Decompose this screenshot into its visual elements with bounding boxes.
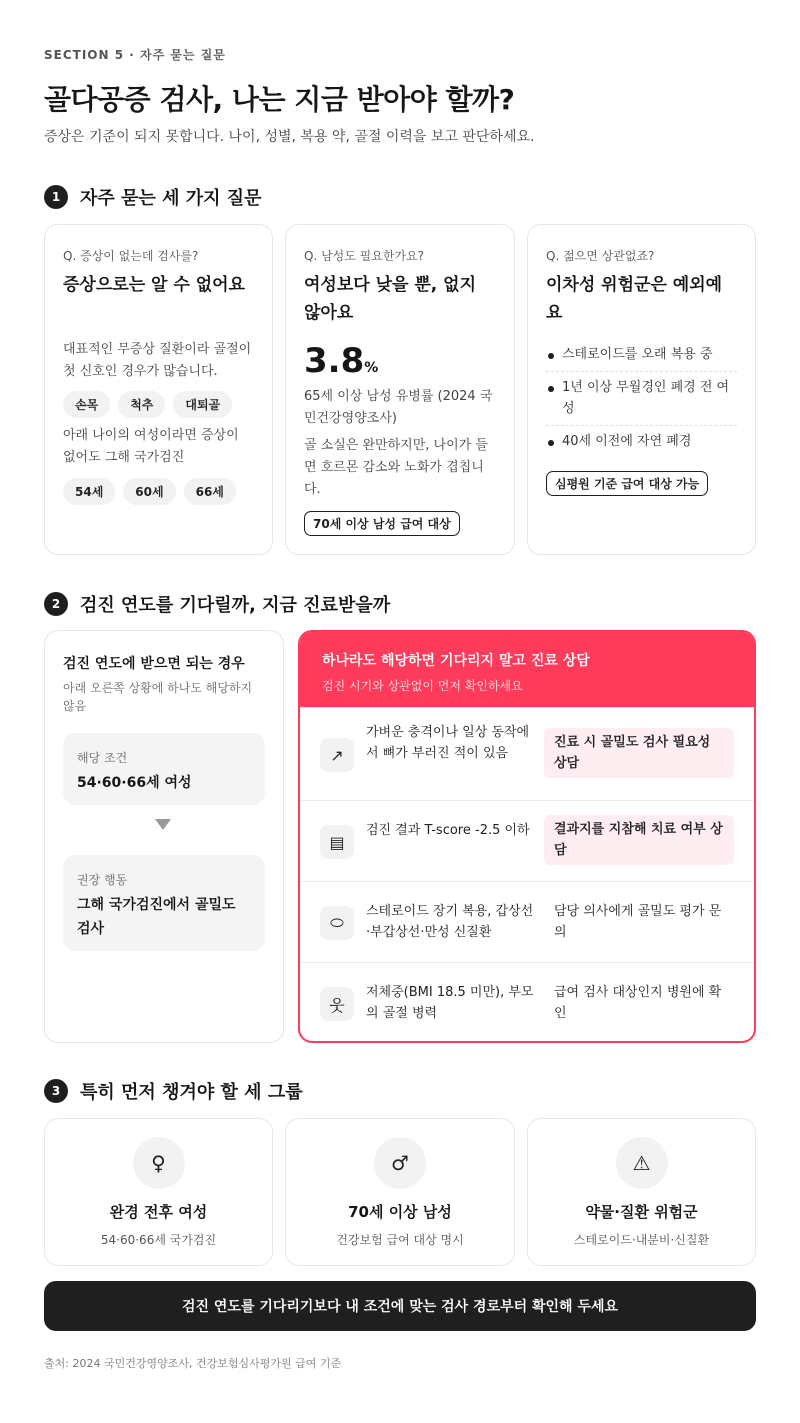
wait-subtext: 아래 오른쪽 상황에 하나도 해당하지 않음: [63, 681, 253, 713]
table-row: [300, 962, 754, 1043]
row-action: 담당 의사에게 골밀도 평가 문의: [554, 904, 722, 940]
chip: 척추: [118, 391, 165, 418]
section-number-badge: 2: [44, 592, 68, 616]
chip: 66세: [184, 478, 236, 505]
group-subtitle: 스테로이드·내분비·신질환: [573, 1233, 710, 1247]
person-icon: 웃: [320, 987, 354, 1021]
faq-heading: 이차성 위험군은 예외예요: [546, 275, 723, 323]
stat-label: 65세 이상 남성 유병률 (2024 국민건강영양조사): [304, 389, 493, 426]
consult-title: 하나라도 해당하면 기다리지 말고 진료 상담: [322, 653, 590, 669]
section-number-badge: 3: [44, 1079, 68, 1103]
list-item: 1년 이상 무월경인 폐경 전 여성: [546, 372, 737, 426]
stat-unit: %: [364, 360, 379, 376]
group-card-risk: [527, 1118, 756, 1266]
group-card-women: [44, 1118, 273, 1266]
coverage-tag: 70세 이상 남성 급여 대상: [304, 511, 460, 536]
wait-card: [44, 630, 284, 1043]
section-3-header: [44, 1078, 303, 1104]
faq-body: 골 소실은 완만하지만, 나이가 들면 호르몬 감소와 노화가 겹칩니다.: [304, 438, 488, 497]
age-chip-list: [63, 478, 236, 505]
group-title: 70세 이상 남성: [348, 1203, 452, 1221]
group-title: 완경 전후 여성: [109, 1203, 208, 1221]
action-box: [63, 855, 265, 951]
row-action: 결과지를 지참해 치료 여부 상담: [544, 815, 734, 865]
chip: 대퇴골: [173, 391, 232, 418]
faq-question: Q. 젊으면 상관없죠?: [546, 249, 655, 263]
condition-value: 54·60·66세 여성: [77, 775, 192, 791]
condition-box: [63, 733, 265, 805]
row-condition: 스테로이드 장기 복용, 갑상선·부갑상선·만성 신질환: [366, 904, 534, 940]
down-arrow-icon: [155, 819, 171, 830]
action-value: 그해 국가검진에서 골밀도 검사: [77, 897, 236, 937]
group-subtitle: 54·60·66세 국가검진: [100, 1233, 217, 1247]
wait-heading: 검진 연도에 받으면 되는 경우: [63, 656, 245, 672]
row-condition: 저체중(BMI 18.5 미만), 부모의 골절 병력: [366, 985, 534, 1021]
male-icon: ♂: [374, 1137, 426, 1189]
row-condition: 검진 결과 T-score -2.5 이하: [366, 823, 530, 838]
chip: 손목: [63, 391, 110, 418]
faq-body-secondary: 아래 나이의 여성이라면 증상이 없어도 그해 국가검진: [63, 428, 239, 465]
pill-icon: ⬭: [320, 906, 354, 940]
consult-card-header: [300, 632, 754, 707]
section-title: 자주 묻는 세 가지 질문: [80, 188, 262, 209]
document-icon: ▤: [320, 825, 354, 859]
faq-body: 대표적인 무증상 질환이라 골절이 첫 신호인 경우가 많습니다.: [63, 342, 252, 379]
row-action: 진료 시 골밀도 검사 필요성 상담: [544, 728, 734, 778]
list-item: 40세 이전에 자연 폐경: [546, 426, 737, 458]
faq-card-young: [527, 224, 756, 555]
list-item: 스테로이드를 오래 복용 중: [546, 339, 737, 372]
consult-subtitle: 검진 시기와 상관없이 먼저 확인하세요: [322, 679, 523, 693]
faq-heading: 여성보다 낮을 뿐, 없지 않아요: [304, 275, 477, 323]
faq-card-symptoms: [44, 224, 273, 555]
warning-icon: ⚠: [616, 1137, 668, 1189]
section-eyebrow: SECTION 5 · 자주 묻는 질문: [44, 48, 226, 62]
chip: 60세: [123, 478, 175, 505]
prevalence-stat: [304, 341, 378, 381]
group-title: 약물·질환 위험군: [585, 1203, 698, 1221]
row-condition: 가벼운 충격이나 일상 동작에서 뼈가 부러진 적이 있음: [366, 725, 530, 761]
female-icon: ♀: [133, 1137, 185, 1189]
faq-question: Q. 증상이 없는데 검사를?: [63, 249, 199, 263]
coverage-tag: 심평원 기준 급여 대상 가능: [546, 471, 708, 496]
stat-value: 3.8: [304, 341, 365, 381]
group-card-men: [285, 1118, 515, 1266]
section-2-header: [44, 591, 390, 617]
faq-heading: 증상으로는 알 수 없어요: [63, 275, 245, 295]
row-action: 급여 검사 대상인지 병원에 확인: [554, 985, 722, 1021]
action-label: 권장 행동: [77, 873, 128, 887]
table-row: [300, 881, 754, 962]
section-1-header: [44, 184, 262, 210]
trend-up-icon: ↗: [320, 738, 354, 772]
page-subtitle: 증상은 기준이 되지 못합니다. 나이, 성별, 복용 약, 골절 이력을 보고 판단하세요.: [44, 129, 535, 145]
section-title: 검진 연도를 기다릴까, 지금 진료받을까: [80, 595, 391, 616]
faq-question: Q. 남성도 필요한가요?: [304, 249, 424, 263]
chip: 54세: [63, 478, 115, 505]
consult-card: [298, 630, 756, 1043]
section-number-badge: 1: [44, 185, 68, 209]
condition-label: 해당 조건: [77, 751, 128, 765]
section-title: 특히 먼저 챙겨야 할 세 그룹: [80, 1082, 303, 1103]
faq-card-men: [285, 224, 515, 555]
group-subtitle: 건강보험 급여 대상 명시: [336, 1233, 464, 1247]
source-note: 출처: 2024 국민건강영양조사, 건강보험심사평가원 급여 기준: [44, 1357, 342, 1370]
table-row: [300, 707, 754, 800]
risk-list: [546, 339, 737, 458]
page-title: 골다공증 검사, 나는 지금 받아야 할까?: [44, 83, 515, 116]
cta-banner: 검진 연도를 기다리기보다 내 조건에 맞는 검사 경로부터 확인해 두세요: [44, 1281, 756, 1331]
fracture-chip-list: [63, 391, 232, 418]
table-row: [300, 800, 754, 881]
